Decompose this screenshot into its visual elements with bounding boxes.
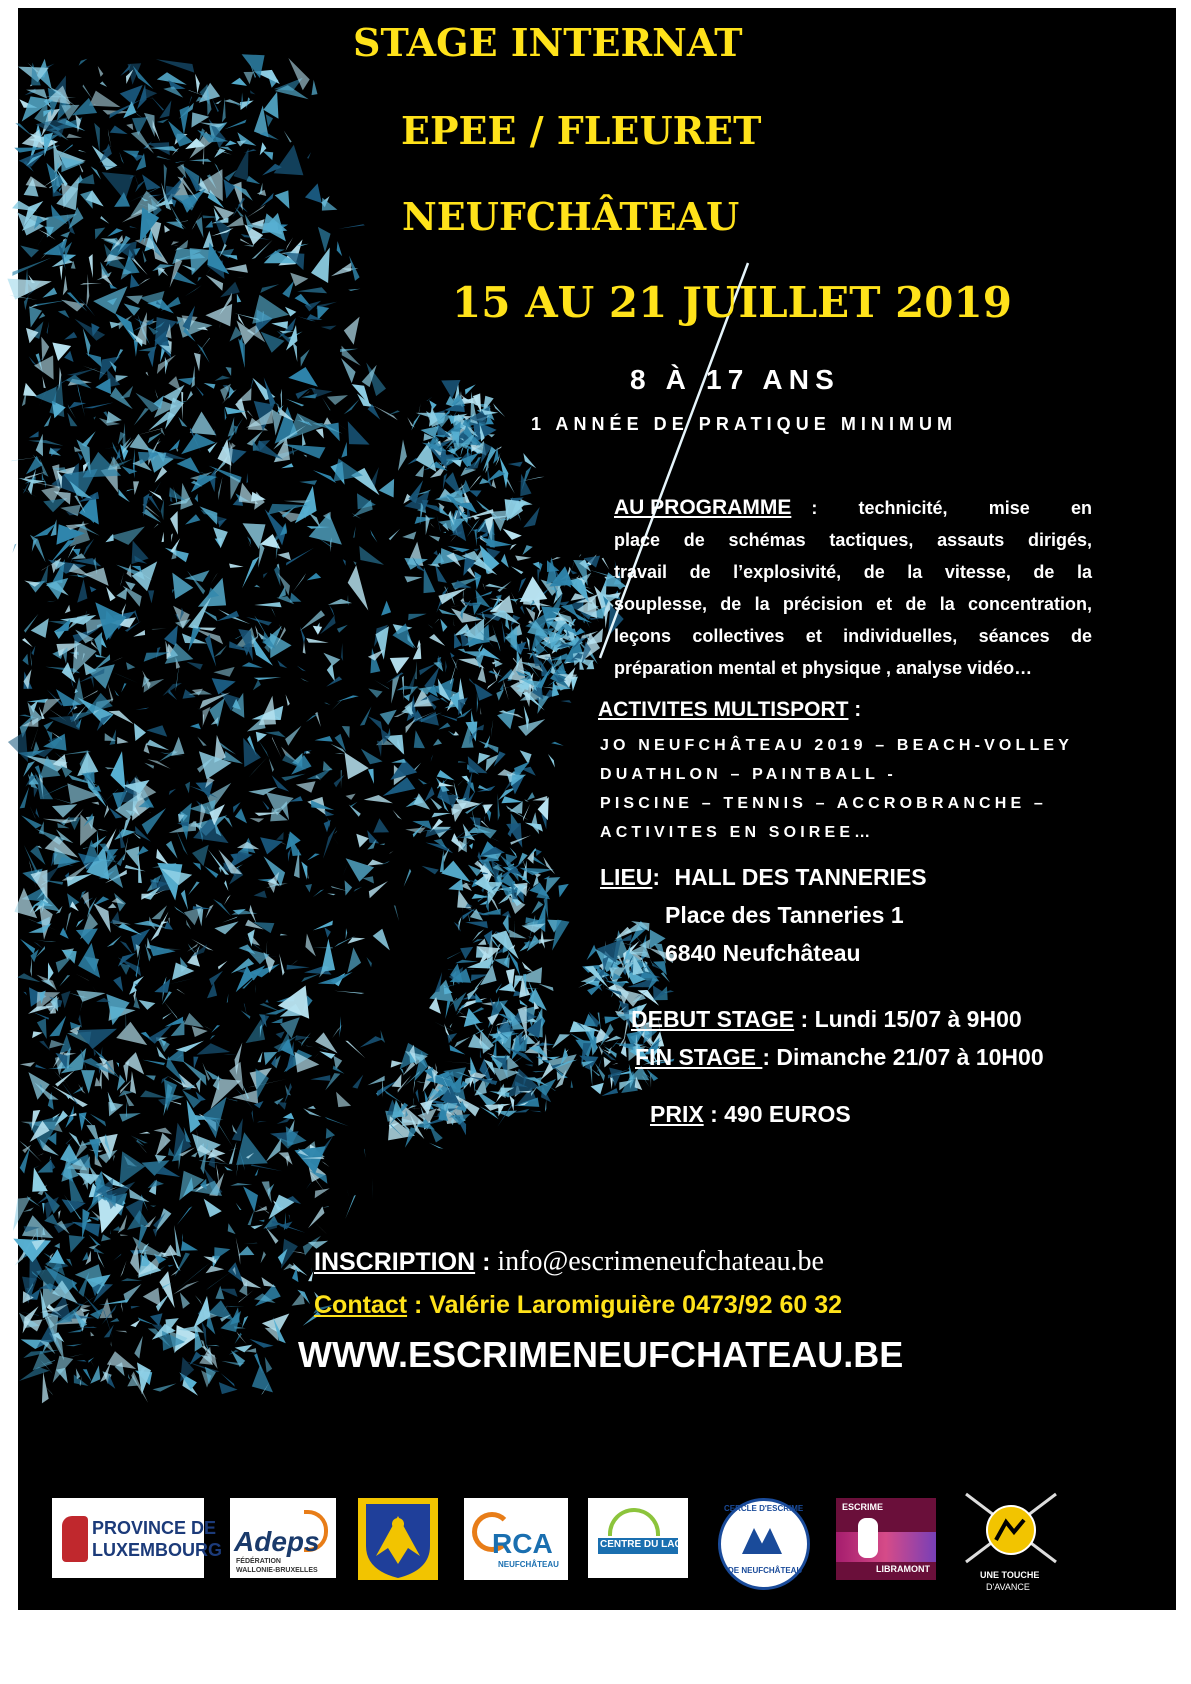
- title-line-2: EPEE / FLEURET: [401, 108, 762, 153]
- age-range: 8 À 17 ANS: [630, 364, 840, 395]
- contact-value: : Valérie Laromiguière 0473/92 60 32: [407, 1291, 843, 1319]
- adeps-wordmark: Adeps: [234, 1526, 320, 1557]
- cercle-escrime-logo: [718, 1498, 810, 1590]
- lieu-venue: HALL DES TANNERIES: [674, 864, 927, 890]
- cercle-bottom: DE NEUFCHÂTEAU: [728, 1566, 803, 1575]
- escrime-libramont-logo: [836, 1498, 936, 1580]
- website-link[interactable]: WWW.ESCRIMENEUFCHATEAU.BE: [298, 1334, 904, 1375]
- shard-field: [7, 54, 674, 1403]
- multisport-label: ACTIVITES MULTISPORT: [598, 698, 849, 721]
- lieu-city: 6840 Neufchâteau: [665, 940, 861, 966]
- multisport-line-2: DUATHLON – PAINTBALL -: [600, 766, 897, 783]
- programme-line-5: leçons collectives et individuelles, séances de: [614, 626, 1092, 646]
- libramont-bottom: LIBRAMONT: [876, 1564, 930, 1574]
- province-line-2: LUXEMBOURG: [92, 1540, 222, 1560]
- inscription-colon: :: [475, 1248, 498, 1276]
- rca-wordmark: RCA: [492, 1528, 553, 1559]
- programme-line-2: place de schémas tactiques, assauts dirigés,: [614, 530, 1092, 550]
- touche-line-1: UNE TOUCHE: [980, 1570, 1040, 1580]
- lieu-label: LIEU: [600, 864, 653, 890]
- poster: [18, 8, 1176, 1610]
- touche-line-2: D'AVANCE: [986, 1582, 1030, 1592]
- minimum-practice: 1 ANNÉE DE PRATIQUE MINIMUM: [531, 414, 958, 434]
- une-touche-davance-logo: [958, 1488, 1064, 1598]
- adeps-sub-2: WALLONIE-BRUXELLES: [236, 1567, 318, 1574]
- rca-sub: NEUFCHÂTEAU: [498, 1560, 559, 1569]
- title-line-1: STAGE INTERNAT: [353, 20, 743, 65]
- end-value: : Dimanche 21/07 à 10H00: [762, 1044, 1044, 1070]
- multisport-colon: :: [848, 698, 862, 721]
- programme-block: [614, 492, 1092, 684]
- inscription-line: [314, 1246, 824, 1278]
- contact-label: Contact: [314, 1291, 408, 1319]
- end-label: FIN STAGE: [635, 1044, 763, 1070]
- programme-line-6: préparation mental et physique , analyse vidéo…: [614, 658, 1033, 678]
- libramont-top: ESCRIME: [842, 1502, 884, 1512]
- lieu-street: Place des Tanneries 1: [665, 902, 904, 928]
- adeps-logo: [230, 1498, 336, 1578]
- centre-wordmark: CENTRE DU LAC: [600, 1539, 682, 1550]
- title-dates: 15 AU 21 JUILLET 2019: [452, 278, 1012, 327]
- lieu-line: [600, 864, 927, 891]
- programme-line-3: travail de l’explosivité, de la vitesse, de la: [614, 562, 1092, 582]
- start-label: DEBUT STAGE: [631, 1006, 795, 1032]
- price-label: PRIX: [650, 1101, 704, 1127]
- programme-line-4: souplesse, de la précision et de la concentration,: [614, 594, 1092, 614]
- cercle-top: CERCLE D'ESCRIME: [724, 1504, 804, 1513]
- multisport-line-1: JO NEUFCHÂTEAU 2019 – BEACH-VOLLEY: [600, 737, 1074, 754]
- province-line-1: PROVINCE DE: [92, 1518, 217, 1538]
- price-line: [650, 1101, 851, 1128]
- lieu-colon: :: [652, 864, 661, 890]
- sponsor-logos: [18, 1498, 1176, 1598]
- province-luxembourg-logo: [52, 1498, 222, 1578]
- title-line-3: NEUFCHÂTEAU: [402, 194, 740, 239]
- neufchateau-coat-of-arms: [358, 1498, 438, 1580]
- contact-line: [314, 1291, 842, 1320]
- multisport-list: [600, 731, 1073, 847]
- programme-label: AU PROGRAMME: [614, 496, 792, 519]
- programme-line-1: : technicité, mise en: [811, 498, 1092, 518]
- multisport-line-3: PISCINE – TENNIS – ACCROBRANCHE –: [600, 795, 1047, 812]
- inscription-email[interactable]: info@escrimeneufchateau.be: [497, 1246, 824, 1277]
- price-value: : 490 EUROS: [703, 1101, 851, 1127]
- inscription-label: INSCRIPTION: [314, 1248, 476, 1276]
- start-line: [631, 1006, 1022, 1033]
- multisport-heading: [598, 698, 861, 722]
- multisport-line-4: ACTIVITES EN SOIREE…: [600, 824, 875, 841]
- adeps-sub-1: FÉDÉRATION: [236, 1558, 281, 1565]
- rca-logo: [464, 1498, 568, 1580]
- centre-du-lac-logo: [588, 1498, 688, 1578]
- end-line: [635, 1044, 1044, 1071]
- start-value: : Lundi 15/07 à 9H00: [794, 1006, 1022, 1032]
